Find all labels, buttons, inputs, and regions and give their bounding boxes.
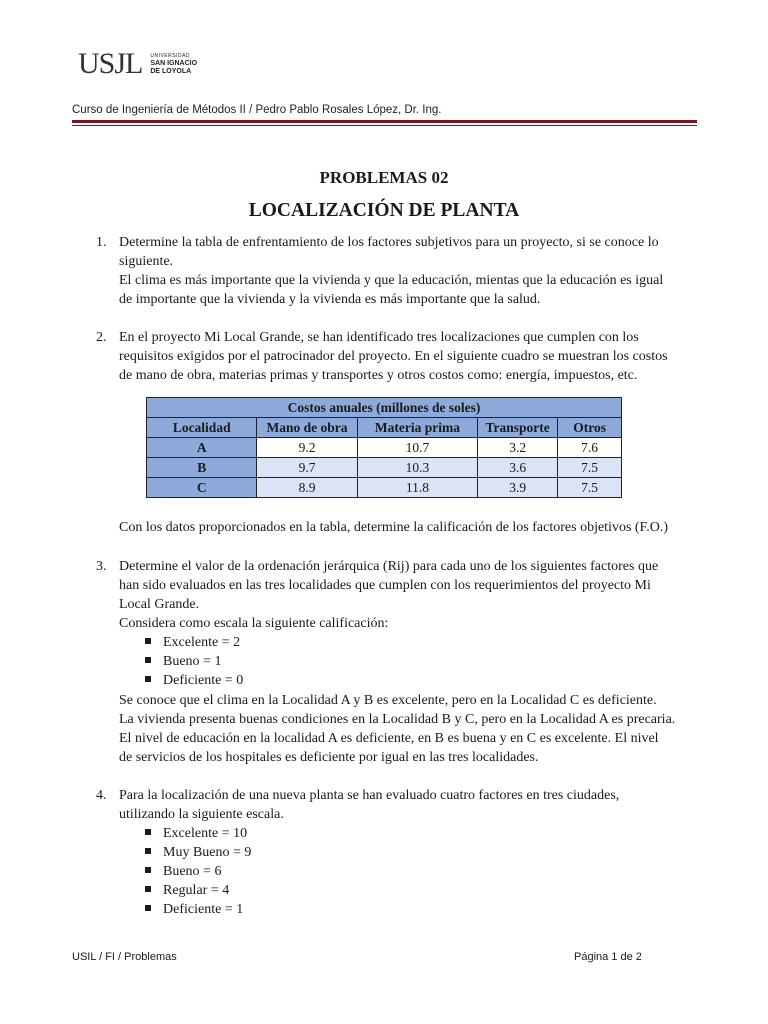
problem-3-line: La vivienda presenta buenas condiciones en la Localidad B y C, pero en la Localidad A es precaria.: [119, 712, 676, 727]
problem-3-number: 3.: [96, 559, 107, 574]
header-rule-thick: [72, 120, 697, 123]
problem-1-line: Determine la tabla de enfrentamiento de los factores subjetivos para un proyecto, si se conoce lo: [119, 235, 659, 250]
problem-1-line: de importante que la vivienda y la vivienda es más importante que la salud.: [119, 292, 541, 307]
bullet-item: Regular = 4: [145, 881, 229, 900]
problem-4-line: utilizando la siguiente escala.: [119, 807, 284, 822]
table-cell: 10.3: [357, 458, 478, 478]
page-number: Página 1 de 2: [574, 951, 642, 963]
problem-2-line: requisitos exigidos por el patrocinador del proyecto. En el siguiente cuadro se muestran los costos: [119, 349, 668, 364]
table-header: Materia prima: [357, 418, 478, 438]
problem-2-question: Con los datos proporcionados en la tabla, determine la calificación de los factores objetivos (F.O.): [119, 520, 668, 535]
problem-2-number: 2.: [96, 330, 107, 345]
bullet-item: Deficiente = 0: [145, 671, 243, 690]
problem-3-line: de servicios de los hospitales es deficiente por igual en las tres localidades.: [119, 750, 539, 765]
logo-text: UNIVERSIDAD SAN IGNACIO DE LOYOLA: [150, 53, 198, 75]
problem-2-line: de mano de obra, materias primas y transportes y otros costos como: energía, impuestos, etc.: [119, 368, 638, 383]
problem-3-line: han sido evaluados en las tres localidades que cumplen con los requerimientos del proyecto Mi: [119, 578, 651, 593]
table-cell-locality: A: [147, 438, 257, 458]
table-cell: 7.5: [558, 478, 622, 498]
table-cell: 3.6: [478, 458, 558, 478]
table-cell: 10.7: [357, 438, 478, 458]
logo-mark: USJL: [78, 47, 143, 80]
table-header: Transporte: [478, 418, 558, 438]
problem-3-line: Local Grande.: [119, 597, 200, 612]
problem-3-line: Determine el valor de la ordenación jerárquica (Rij) para cada uno de los siguientes factores que: [119, 559, 659, 574]
bullet-item: Bueno = 1: [145, 652, 221, 671]
table-caption: Costos anuales (millones de soles): [147, 398, 622, 418]
table-cell: 11.8: [357, 478, 478, 498]
problem-3-line: El nivel de educación en la localidad A es deficiente, en B es buena y en C es excelente. El nivel: [119, 731, 659, 746]
header-rule-thin: [72, 125, 697, 126]
problem-4-number: 4.: [96, 788, 107, 803]
table-header: Mano de obra: [257, 418, 357, 438]
table-cell-locality: B: [147, 458, 257, 478]
problem-4-line: Para la localización de una nueva planta se han evaluado cuatro factores en tres ciudades,: [119, 788, 620, 803]
table-cell: 9.2: [257, 438, 357, 458]
table-row: [147, 458, 622, 478]
page-title: PROBLEMAS 02: [319, 168, 449, 187]
table-cell: 7.6: [558, 438, 622, 458]
table-cell: 3.9: [478, 478, 558, 498]
table-cell: 8.9: [257, 478, 357, 498]
page-subtitle: LOCALIZACIÓN DE PLANTA: [248, 200, 520, 221]
problem-3-line: Considera como escala la siguiente calificación:: [119, 616, 389, 631]
table-cell: 3.2: [478, 438, 558, 458]
course-header: Curso de Ingeniería de Métodos II / Pedro Pablo Rosales López, Dr. Ing.: [72, 104, 442, 116]
table-cell-locality: C: [147, 478, 257, 498]
problem-1-line: siguiente.: [119, 254, 174, 269]
bullet-item: Bueno = 6: [145, 862, 221, 881]
bullet-item: Muy Bueno = 9: [145, 843, 251, 862]
table-header: Otros: [558, 418, 622, 438]
footer-left: USIL / FI / Problemas: [72, 951, 177, 963]
table-cell: 9.7: [257, 458, 357, 478]
table-cell: 7.5: [558, 458, 622, 478]
problem-3-line: Se conoce que el clima en la Localidad A y B es excelente, pero en la Localidad C es deficiente.: [119, 693, 657, 708]
problem-1-number: 1.: [96, 235, 107, 250]
bullet-item: Deficiente = 1: [145, 900, 243, 919]
problem-1-line: El clima es más importante que la vivienda y que la educación, mientas que la educación es igual: [119, 273, 664, 288]
problem-2-line: En el proyecto Mi Local Grande, se han identificado tres localizaciones que cumplen con los: [119, 330, 639, 345]
bullet-item: Excelente = 2: [145, 633, 240, 652]
table-header: Localidad: [147, 418, 257, 438]
university-logo: [78, 46, 197, 82]
table-row: [147, 478, 622, 498]
table-row: [147, 438, 622, 458]
costs-table: [146, 397, 622, 498]
bullet-item: Excelente = 10: [145, 824, 247, 843]
